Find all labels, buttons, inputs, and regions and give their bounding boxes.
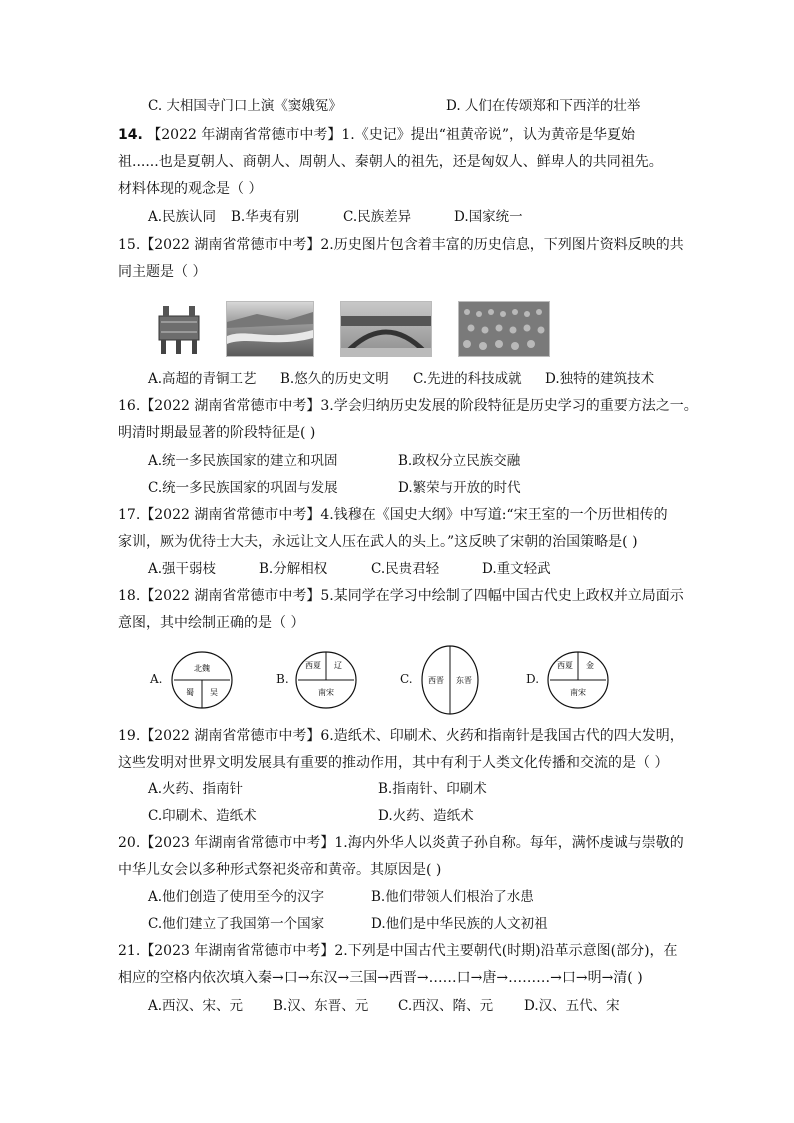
region-label: 西夏 — [305, 661, 321, 670]
option-d: D.他们是中华民族的人文初祖 — [371, 916, 548, 932]
diagram-letter: C. — [400, 672, 413, 686]
question-15-line-2: 同主题是（ ） — [118, 264, 207, 280]
region-label: 西夏 — [557, 661, 573, 670]
question-14-line-1 — [118, 124, 635, 146]
option-d: D.国家统一 — [454, 209, 523, 225]
question-20-line-2: 中华儿女会以多种形式祭祀炎帝和黄帝。其原因是( ) — [118, 862, 442, 878]
option-c: C.西汉、隋、元 — [398, 998, 494, 1014]
diagram-letter: A. — [150, 672, 163, 686]
option-b: B.汉、东晋、元 — [273, 998, 369, 1014]
regime-ellipse-b — [294, 650, 358, 710]
regime-ellipse-d — [546, 650, 610, 710]
question-21-line-2: 相应的空格内依次填入秦→口→东汉→三国→西晋→……口→唐→………→口→明→清( ) — [118, 970, 643, 986]
stone-bridge-image — [340, 301, 432, 357]
question-20-line-1: 20.【2023 年湖南省常德市中考】1.海内外华人以炎黄子孙自称。每年，满怀虔诚与崇敬的 — [118, 835, 684, 851]
question-number: 14. — [118, 127, 143, 143]
diagram-letter: D. — [526, 672, 540, 686]
question-15-line-1: 15.【2022 湖南省常德市中考】2.历史图片包含着丰富的历史信息，下列图片资料反映的共 — [118, 237, 684, 253]
diagram-letter: B. — [276, 672, 289, 686]
terracotta-army-image — [458, 301, 550, 357]
region-label: 北魏 — [194, 664, 210, 673]
bronze-ding-image — [150, 301, 208, 357]
region-label: 西晋 — [428, 676, 444, 685]
option-a: A.统一多民族国家的建立和巩固 — [148, 453, 338, 469]
option-b: B.政权分立民族交融 — [398, 453, 521, 469]
question-17-line-2: 家训，厥为优待士大夫，永远让文人压在武人的头上。”这反映了宋朝的治国策略是( ) — [118, 534, 638, 550]
question-text: 【2022 年湖南省常德市中考】1.《史记》提出“祖黄帝说”，认为黄帝是华夏始 — [147, 127, 636, 143]
option-a: A.民族认同 — [148, 209, 217, 225]
option-a: A.火药、指南针 — [148, 781, 244, 797]
region-label: 东晋 — [456, 676, 472, 685]
option-d: D.汉、五代、宋 — [524, 998, 620, 1014]
regime-ellipse-c — [420, 644, 480, 716]
question-18-line-2: 意图，其中绘制正确的是（ ） — [118, 615, 305, 631]
option-b: B.分解相权 — [259, 561, 328, 577]
option-b: B.他们带领人们根治了水患 — [371, 889, 534, 905]
option-c: C.统一多民族国家的巩固与发展 — [148, 480, 338, 496]
question-21-line-1: 21.【2023 年湖南省常德市中考】2.下列是中国古代主要朝代(时期)沿革示意图(部分)，在 — [118, 943, 678, 959]
option-c: C.他们建立了我国第一个国家 — [148, 916, 325, 932]
option-d: D.独特的建筑技术 — [545, 371, 655, 387]
option-a: A.强干弱枝 — [148, 561, 217, 577]
option-c: C. 大相国寺门口上演《窦娥冤》 — [148, 98, 342, 114]
question-19-line-2: 这些发明对世界文明发展具有重要的推动作用，其中有利于人类文化传播和交流的是（ ） — [118, 755, 669, 771]
option-b: B.悠久的历史文明 — [280, 371, 389, 387]
option-a: A.他们创造了使用至今的汉字 — [148, 889, 325, 905]
region-label: 南宋 — [318, 688, 334, 697]
region-label: 吴 — [210, 688, 218, 697]
question-18-line-1: 18.【2022 湖南省常德市中考】5.某同学在学习中绘制了四幅中国古代史上政权并立局面示 — [118, 588, 684, 604]
question-14-line-2: 祖......也是夏朝人、商朝人、周朝人、秦朝人的祖先，还是匈奴人、鲜卑人的共同祖先。 — [118, 154, 663, 170]
region-label: 南宋 — [570, 688, 586, 697]
option-a: A.高超的青铜工艺 — [148, 371, 257, 387]
option-c: C.印刷术、造纸术 — [148, 808, 257, 824]
option-b: B.指南针、印刷术 — [378, 781, 487, 797]
question-16-line-1: 16.【2022 湖南省常德市中考】3.学会归纳历史发展的阶段特征是历史学习的重要方法之一。 — [118, 398, 698, 414]
question-14-line-3: 材料体现的观念是（ ） — [118, 181, 263, 197]
option-d: D.重文轻武 — [482, 561, 551, 577]
option-b: B.华夷有别 — [231, 209, 300, 225]
option-d: D. 人们在传颂郑和下西洋的壮举 — [446, 98, 641, 114]
question-19-line-1: 19.【2022 湖南省常德市中考】6.造纸术、印刷术、火药和指南针是我国古代的四大发明， — [118, 728, 684, 744]
regime-ellipse-a — [170, 650, 234, 710]
option-d: D.繁荣与开放的时代 — [398, 480, 521, 496]
option-c: C.民贵君轻 — [371, 561, 440, 577]
option-d: D.火药、造纸术 — [378, 808, 474, 824]
region-label: 辽 — [334, 661, 342, 670]
river-landscape-image — [226, 301, 314, 357]
option-c: C.先进的科技成就 — [413, 371, 522, 387]
region-label: 蜀 — [186, 688, 194, 697]
option-a: A.西汉、宋、元 — [148, 998, 244, 1014]
option-c: C.民族差异 — [343, 209, 412, 225]
question-17-line-1: 17.【2022 湖南省常德市中考】4.钱穆在《国史大纲》中写道:“宋王室的一个历世相传的 — [118, 507, 668, 523]
question-16-line-2: 明清时期最显著的阶段特征是( ) — [118, 425, 316, 441]
region-label: 金 — [586, 661, 594, 670]
